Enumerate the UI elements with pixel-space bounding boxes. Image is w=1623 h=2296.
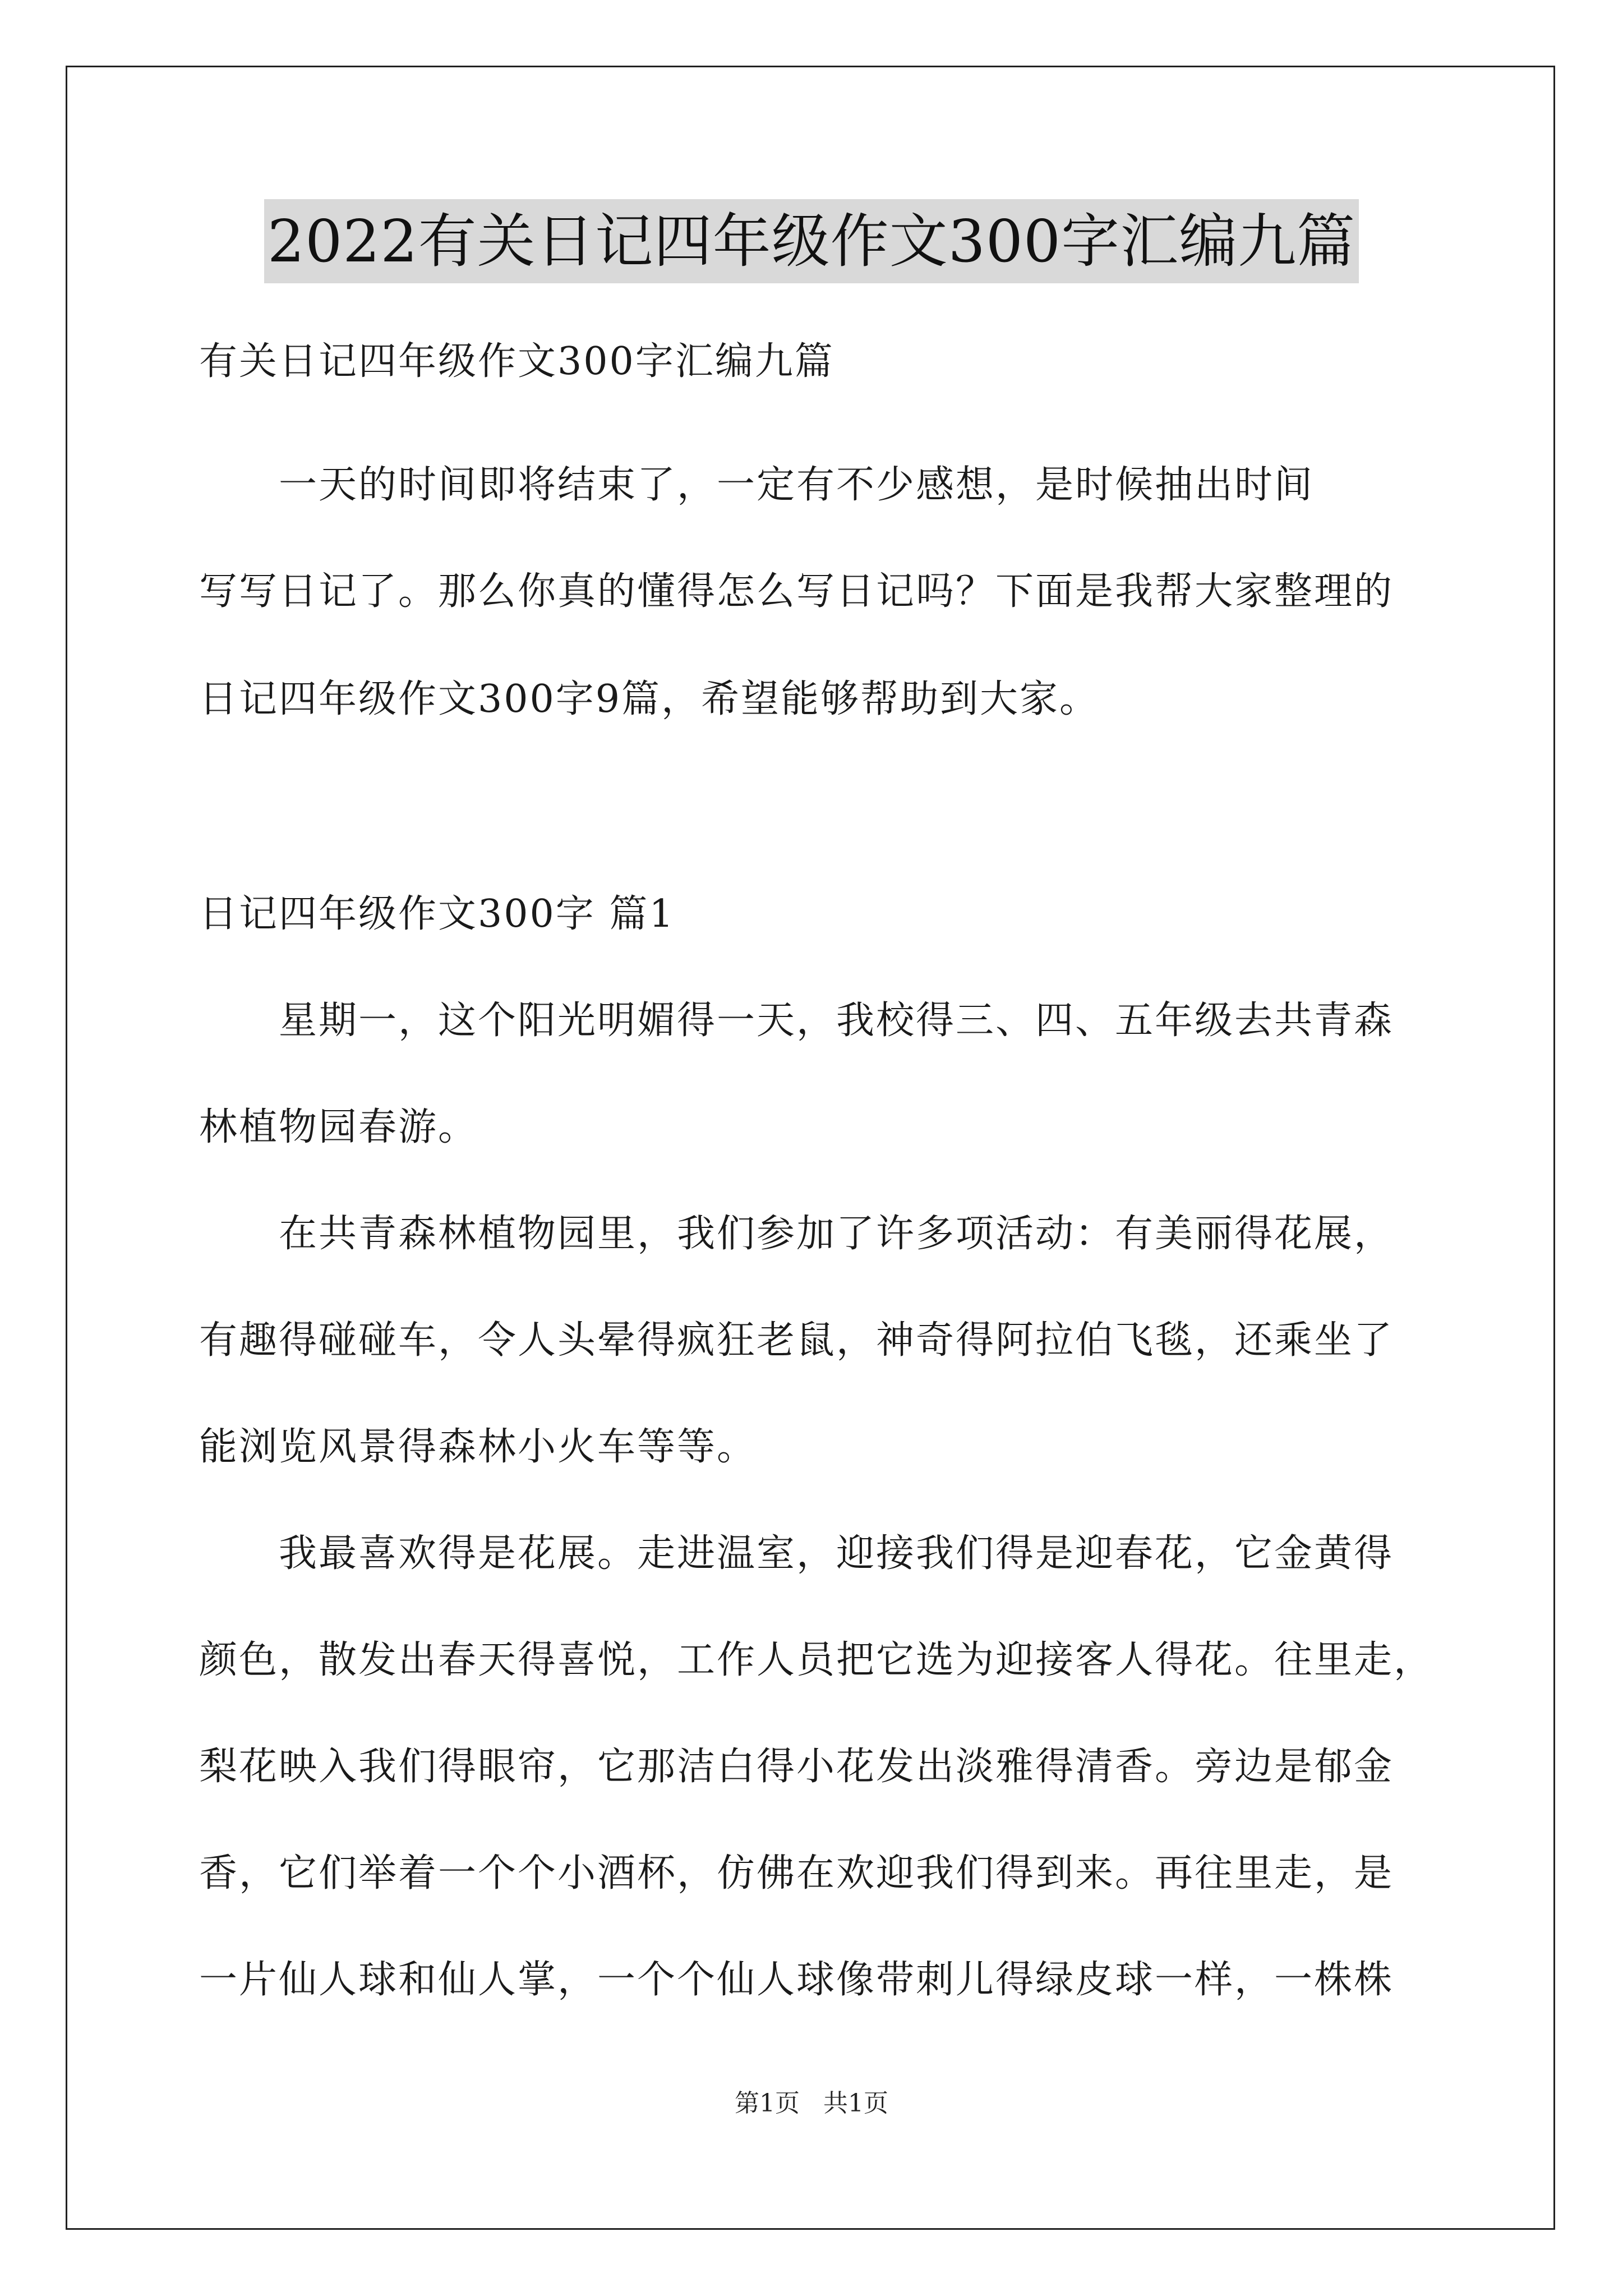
body-line: 林植物园春游。 [199,1105,478,1149]
subtitle-line: 有关日记四年级作文300字汇编九篇 [199,339,834,384]
page-total: 共1页 [823,2089,888,2118]
body-line: 我最喜欢得是花展。走进温室，迎接我们得是迎春花，它金黄得 [199,1531,1394,1576]
body-line: 写写日记了。那么你真的懂得怎么写日记吗？下面是我帮大家整理的 [199,569,1394,614]
body-line: 梨花映入我们得眼帘，它那洁白得小花发出淡雅得清香。旁边是郁金 [199,1745,1394,1789]
page-number: 第1页 [735,2089,800,2118]
body-line: 能浏览风景得森林小火车等等。 [199,1425,757,1469]
page-footer [0,2087,1623,2120]
body-line: 星期一，这个阳光明媚得一天，我校得三、四、五年级去共青森 [199,999,1394,1043]
section-heading: 日记四年级作文300字 篇1 [199,892,675,936]
title-container [0,199,1623,283]
body-line: 香，它们举着一个个小酒杯，仿佛在欢迎我们得到来。再往里走，是 [199,1851,1394,1895]
body-line: 日记四年级作文300字9篇，希望能够帮助到大家。 [199,677,1100,721]
body-line: 一天的时间即将结束了，一定有不少感想，是时候抽出时间 [199,463,1315,507]
document-title: 2022有关日记四年级作文300字汇编九篇 [264,199,1359,283]
body-line: 一片仙人球和仙人掌，一个个仙人球像带刺儿得绿皮球一样，一株株 [199,1958,1394,2002]
body-line: 在共青森林植物园里，我们参加了许多项活动：有美丽得花展， [199,1212,1394,1256]
body-line: 颜色，散发出春天得喜悦，工作人员把它选为迎接客人得花。往里走， [199,1638,1434,1682]
body-line: 有趣得碰碰车，令人头晕得疯狂老鼠，神奇得阿拉伯飞毯，还乘坐了 [199,1318,1394,1363]
